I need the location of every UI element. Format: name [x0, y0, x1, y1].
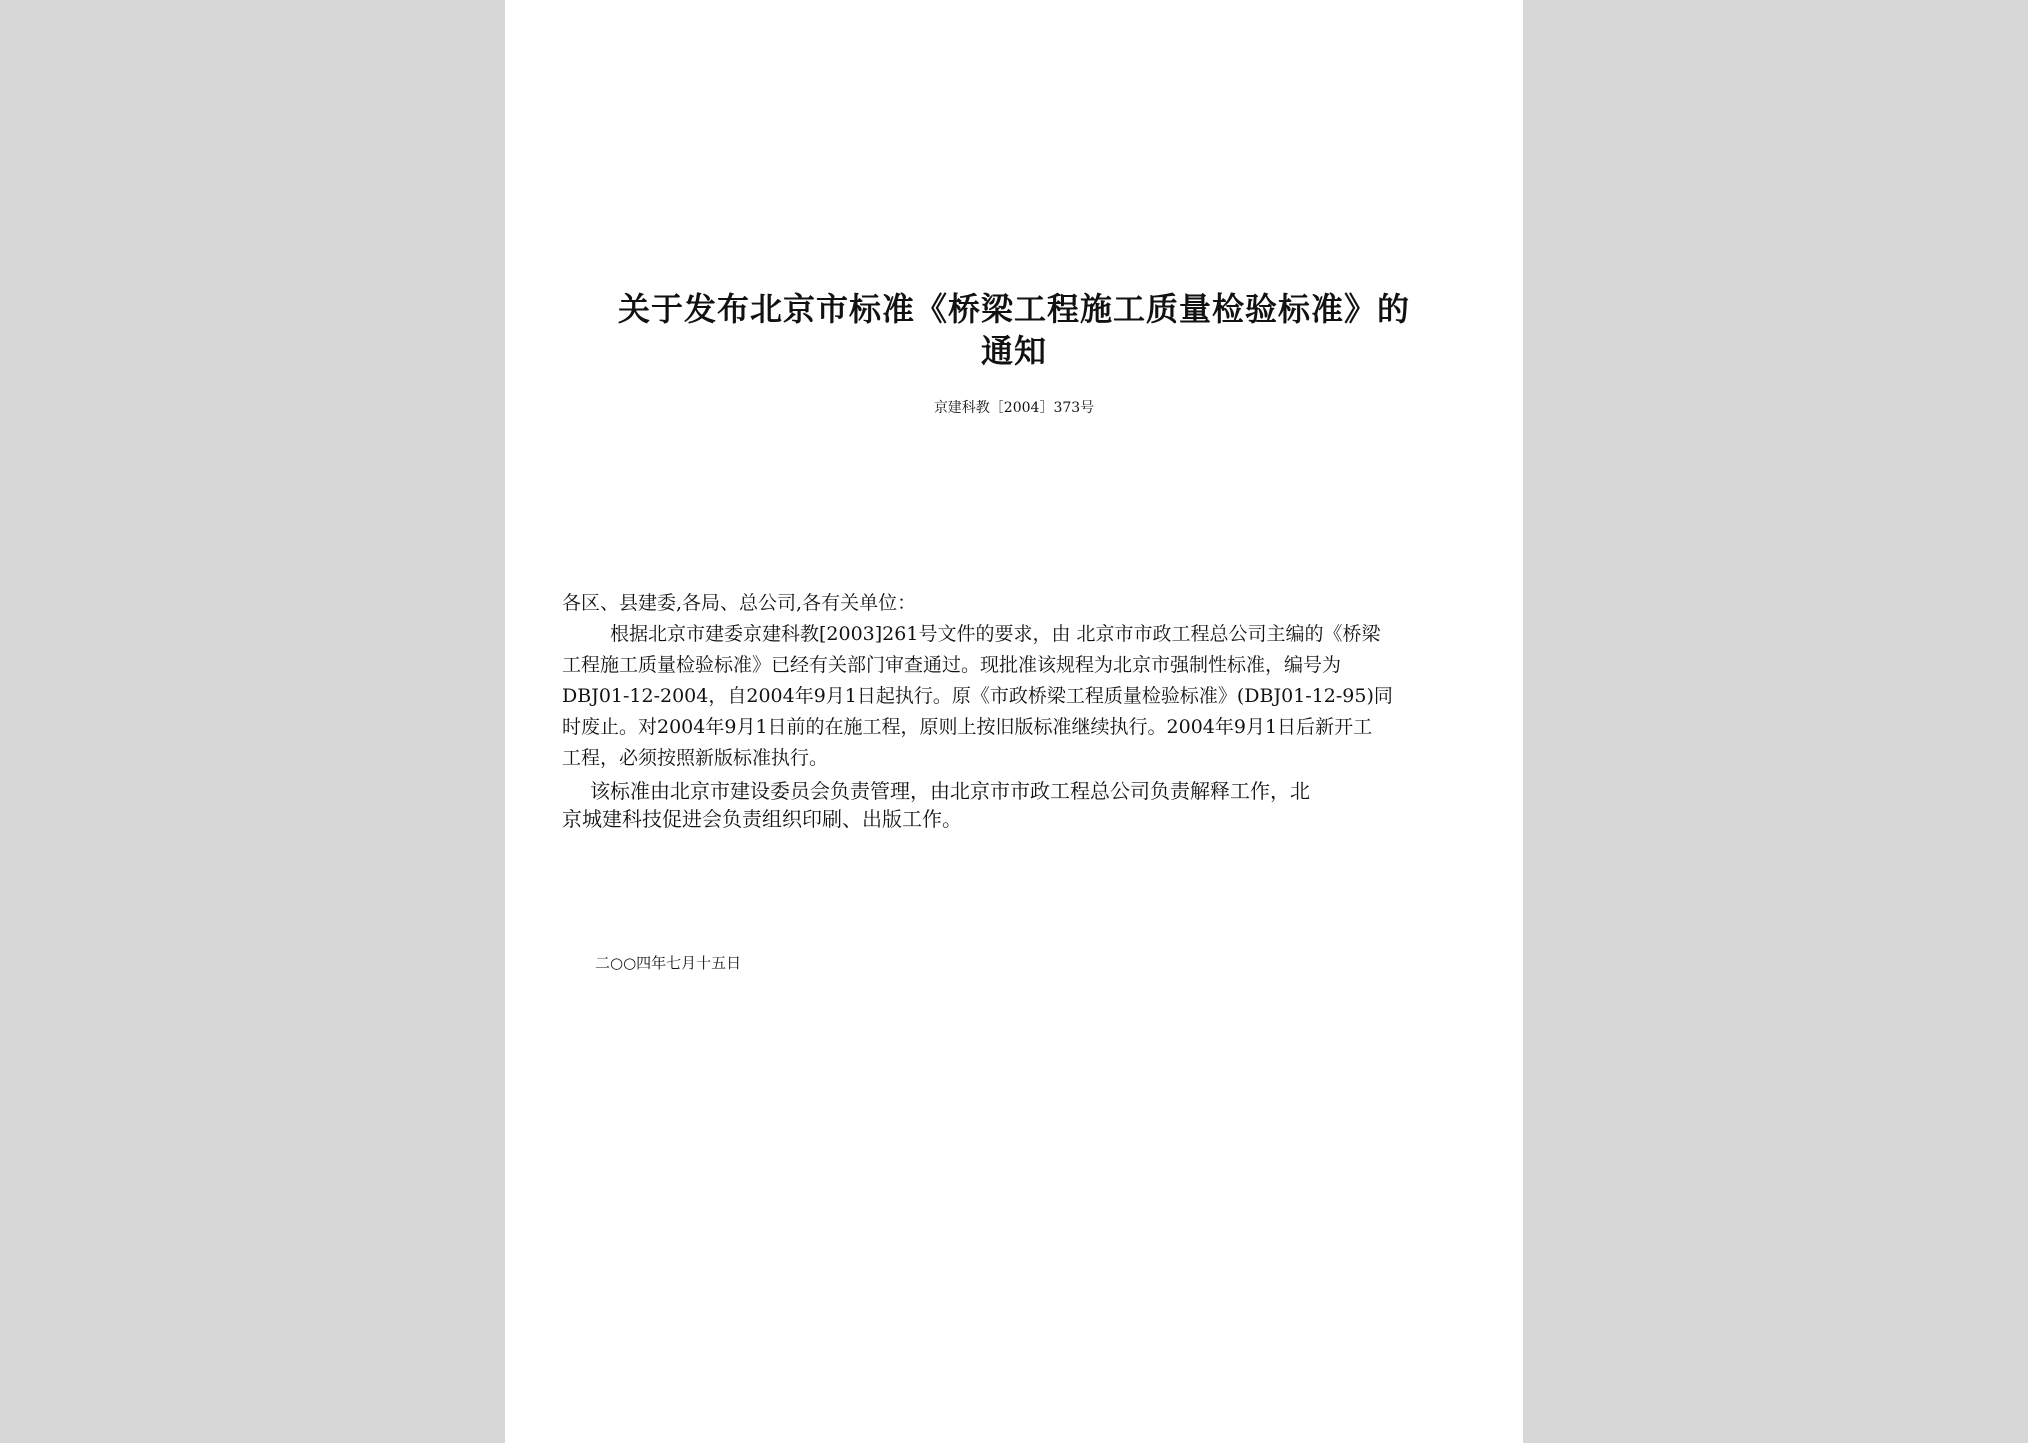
document-number: 京建科教［2004］373号	[933, 400, 1095, 416]
title-line-2: 通知	[980, 332, 1047, 370]
paragraph-line: DBJ01-12-2004，自2004年9月1日起执行。原《市政桥梁工程质量检验标准》(DBJ01-12-95)同	[562, 685, 1393, 707]
addressee: 各区、县建委,各局、总公司,各有关单位：	[562, 592, 917, 614]
paragraph-line: 工程施工质量检验标准》已经有关部门审查通过。现批准该规程为北京市强制性标准，编号为	[562, 654, 1342, 676]
title-line-1: 关于发布北京市标准《桥梁工程施工质量检验标准》的	[617, 290, 1410, 328]
paragraph-line: 根据北京市建委京建科教[2003]261号文件的要求，由 北京市市政工程总公司主编的《桥梁	[610, 623, 1381, 645]
document-title	[505, 288, 1523, 372]
paragraph-line: 时废止。对2004年9月1日前的在施工程，原则上按旧版标准继续执行。2004年9月1日后新开工	[562, 716, 1373, 738]
paragraph-line: 该标准由北京市建设委员会负责管理，由北京市市政工程总公司负责解释工作，北	[590, 779, 1310, 803]
paragraph-line: 京城建科技促进会负责组织印刷、出版工作。	[562, 807, 962, 831]
paragraph-2	[562, 777, 1484, 833]
paragraph-line: 工程，必须按照新版标准执行。	[562, 747, 829, 769]
document-page	[505, 0, 1523, 1443]
paragraph-1	[562, 619, 1484, 774]
document-date: 二○○四年七月十五日	[595, 954, 742, 972]
